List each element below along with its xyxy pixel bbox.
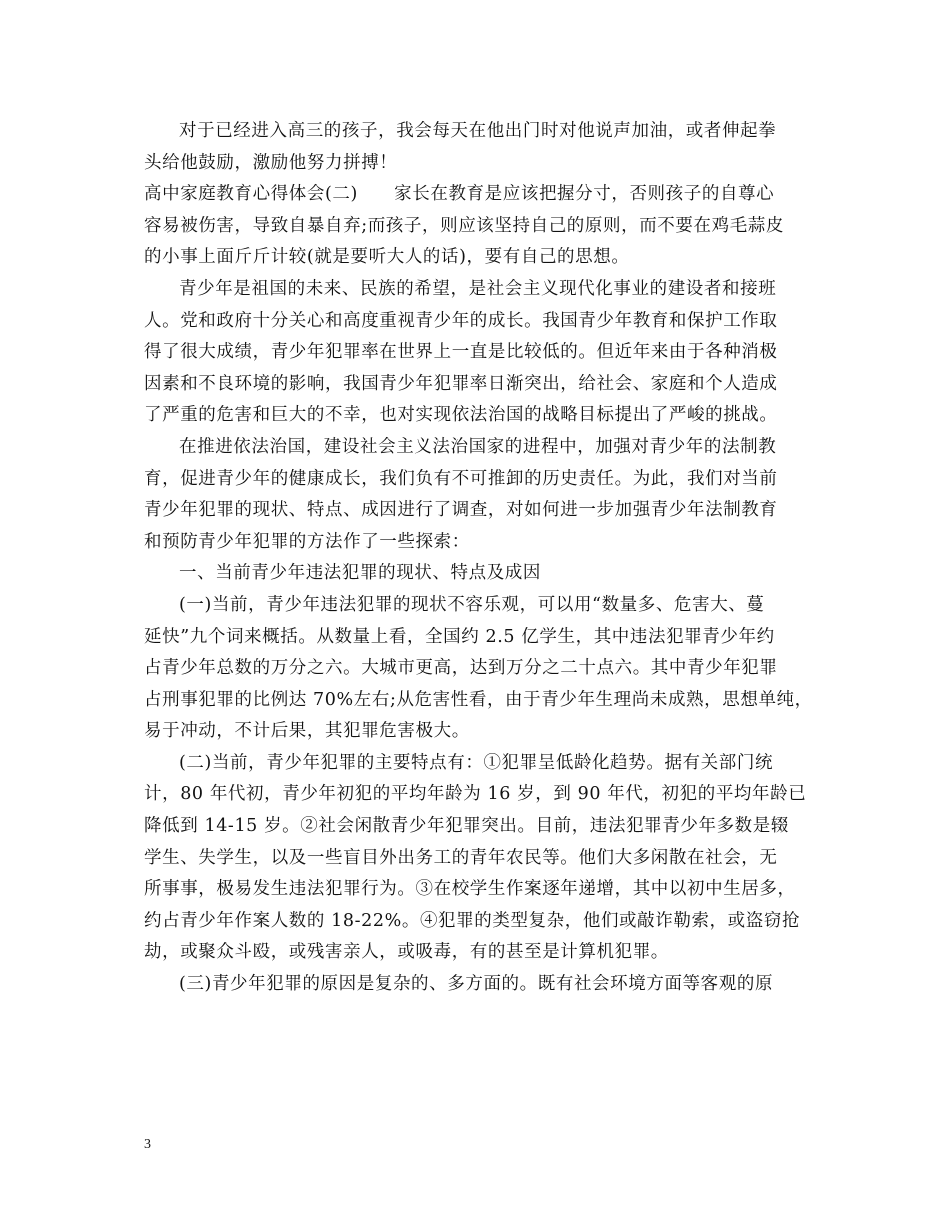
- text-line: 对于已经进入高三的孩子，我会每天在他出门时对他说声加油，或者伸起拳: [179, 121, 777, 141]
- text-line: 人。党和政府十分关心和高度重视青少年的成长。我国青少年教育和保护工作取: [144, 310, 778, 331]
- text-line: 青少年犯罪的现状、特点、成因进行了调查，对如何进一步加强青少年法制教育: [144, 500, 778, 521]
- text-line: 劫，或聚众斗殴，或残害亲人，或吸毒，有的甚至是计算机犯罪。: [144, 942, 669, 963]
- text-line: (三)青少年犯罪的原因是复杂的、多方面的。既有社会环境方面等客观的原: [179, 974, 774, 995]
- text-line: 延快”九个词来概括。从数量上看，全国约 2.5 亿学生，其中违法犯罪青少年约: [144, 626, 775, 647]
- text-line: 学生、失学生，以及一些盲目外出务工的青年农民等。他们大多闲散在社会，无: [144, 847, 778, 868]
- text-line: 的小事上面斤斤计较(就是要听大人的话)，要有自己的思想。: [144, 247, 630, 268]
- paragraph-status: [144, 590, 824, 748]
- text-line: 在推进依法治国，建设社会主义法治国家的进程中，加强对青少年的法制教: [179, 436, 777, 457]
- text-line: 高中家庭教育心得体会(二) 家长在教育是应该把握分寸，否则孩子的自尊心: [144, 184, 775, 205]
- text-line: 所事事，极易发生违法犯罪行为。③在校学生作案逐年递增，其中以初中生居多，: [144, 879, 796, 900]
- text-line: (二)当前，青少年犯罪的主要特点有：①犯罪呈低龄化趋势。据有关部门统: [179, 752, 774, 773]
- text-line: 占刑事犯罪的比例达 70%左右;从危害性看，由于青少年生理尚未成熟，思想单纯，: [144, 689, 813, 710]
- section-heading: 一、当前青少年违法犯罪的现状、特点及成因: [179, 563, 541, 584]
- text-line: 计，80 年代初，青少年初犯的平均年龄为 16 岁，到 90 年代，初犯的平均年龄已: [144, 784, 807, 805]
- paragraph-heading-part-two: [144, 179, 824, 274]
- text-line: 降低到 14-15 岁。②社会闲散青少年犯罪突出。目前，违法犯罪青少年多数是辍: [144, 816, 789, 837]
- text-line: (一)当前，青少年违法犯罪的现状不容乐观，可以用“数量多、危害大、蔓: [179, 594, 765, 615]
- paragraph-causes: [144, 969, 824, 1001]
- text-line: 因素和不良环境的影响，我国青少年犯罪率日渐突出，给社会、家庭和个人造成: [144, 373, 778, 394]
- paragraph-features: [144, 748, 824, 969]
- page-number: 3: [144, 1137, 151, 1152]
- paragraph-cheer-child: [144, 116, 824, 179]
- text-line: 头给他鼓励，激励他努力拼搏！: [144, 152, 398, 173]
- text-line: 易于冲动，不计后果，其犯罪危害极大。: [144, 721, 470, 742]
- text-line: 了严重的危害和巨大的不幸，也对实现依法治国的战略目标提出了严峻的挑战。: [144, 405, 778, 426]
- text-line: 容易被伤害，导致自暴自弃;而孩子，则应该坚持自己的原则，而不要在鸡毛蒜皮: [144, 215, 784, 236]
- document-body: [144, 116, 824, 1001]
- text-line: 育，促进青少年的健康成长，我们负有不可推卸的历史责任。为此，我们对当前: [144, 468, 778, 489]
- text-line: 青少年是祖国的未来、民族的希望，是社会主义现代化事业的建设者和接班: [179, 278, 777, 299]
- paragraph-rule-of-law: [144, 432, 824, 558]
- text-line: 约占青少年作案人数的 18-22%。④犯罪的类型复杂，他们或敲诈勒索，或盗窃抢: [144, 910, 801, 931]
- section-heading-current-status: [144, 558, 824, 590]
- text-line: 和预防青少年犯罪的方法作了一些探索：: [144, 531, 470, 552]
- text-line: 得了很大成绩，青少年犯罪率在世界上一直是比较低的。但近年来由于各种消极: [144, 342, 778, 363]
- paragraph-youth-future: [144, 274, 824, 432]
- text-line: 占青少年总数的万分之六。大城市更高，达到万分之二十点六。其中青少年犯罪: [144, 658, 778, 679]
